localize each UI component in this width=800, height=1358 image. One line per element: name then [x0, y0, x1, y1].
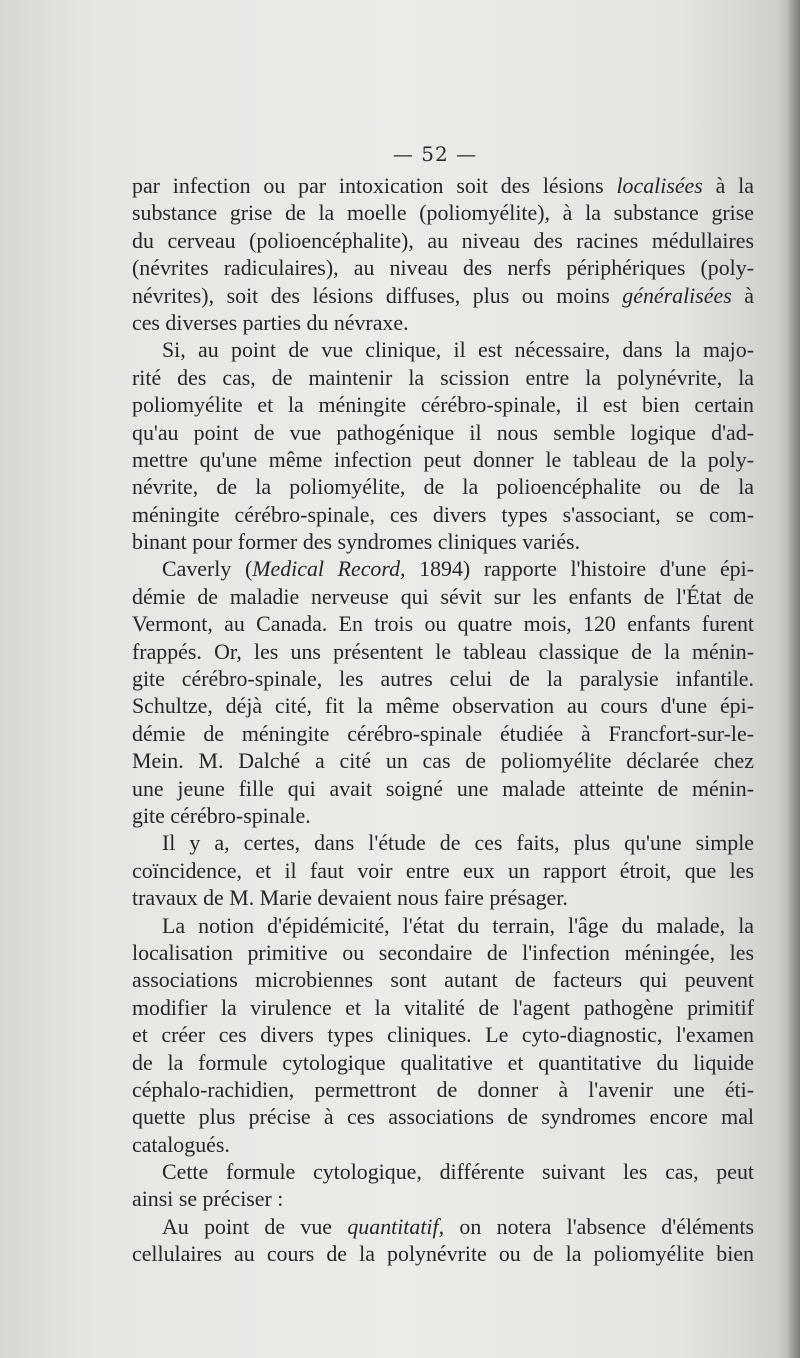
text-line: [132, 1021, 754, 1048]
text-run: qu'au point de vue pathogénique il nous semble logique d'ad-: [132, 419, 754, 445]
text-line: [132, 884, 754, 911]
text-run: névrite, de la poliomyélite, de la polioencéphalite ou de la: [132, 474, 754, 500]
text-line: [132, 227, 754, 254]
text-line: [132, 501, 754, 528]
text-line: [132, 720, 754, 747]
text-run: et créer ces divers types cliniques. Le cyto-diagnostic, l'examen: [132, 1022, 754, 1048]
text-run: à la: [702, 173, 754, 198]
text-line: [132, 1213, 754, 1240]
text-line: [132, 446, 754, 473]
text-line: [132, 364, 754, 391]
text-run: catalogués.: [132, 1131, 230, 1157]
text-line: [132, 1103, 754, 1130]
text-line: [132, 555, 754, 582]
text-line: [132, 473, 754, 500]
text-line: [132, 692, 754, 719]
text-line: [132, 912, 754, 939]
text-line: [132, 1131, 754, 1158]
text-line: [132, 1049, 754, 1076]
text-run: à: [731, 282, 754, 308]
text-line: [132, 282, 754, 309]
text-line: [132, 1240, 754, 1267]
text-run: mettre qu'une même infection peut donner le tableau de la poly-: [132, 446, 754, 472]
text-run: rité des cas, de maintenir la scission entre la polynévrite, la: [132, 364, 754, 390]
text-run: Vermont, au Canada. En trois ou quatre mois, 120 enfants furent: [132, 611, 754, 637]
text-run: une jeune fille qui avait soigné une malade atteinte de ménin-: [132, 775, 754, 801]
text-run: quette plus précise à ces associations de syndromes encore mal: [132, 1104, 754, 1130]
text-run: frappés. Or, les uns présentent le tableau classique de la ménin-: [132, 638, 754, 664]
text-line: [132, 336, 754, 363]
text-line: [132, 610, 754, 637]
text-run: du cerveau (polioencéphalite), au niveau des racines médullaires: [132, 227, 754, 253]
text-run: coïncidence, et il faut voir entre eux un rapport étroit, que les: [132, 857, 754, 883]
text-run: on notera l'absence d'éléments: [444, 1213, 754, 1239]
page-number: — 52 —: [392, 142, 478, 166]
text-run: Cette formule cytologique, différente suivant les cas, peut: [162, 1159, 754, 1185]
text-run: ainsi se préciser :: [132, 1186, 284, 1212]
text-run: La notion d'épidémicité, l'état du terrain, l'âge du malade, la: [162, 912, 754, 938]
text-line: [132, 829, 754, 856]
text-run: céphalo-rachidien, permettront de donner à l'avenir une éti-: [132, 1076, 754, 1102]
text-run: de la formule cytologique qualitative et quantitative du liquide: [132, 1049, 754, 1075]
text-line: [132, 939, 754, 966]
text-line: [132, 775, 754, 802]
text-run: 1894) rapporte l'histoire d'une épi-: [405, 556, 754, 582]
text-run: méningite cérébro-spinale, ces divers types s'associant, se com-: [132, 501, 754, 527]
italic-text: Medical Record,: [252, 556, 406, 582]
body-text: [132, 172, 754, 1268]
text-run: gite cérébro-spinale, les autres celui de la paralysie infantile.: [132, 666, 754, 692]
text-run: démie de méningite cérébro-spinale étudiée à Francfort-sur-le-: [132, 720, 754, 746]
text-run: travaux de M. Marie devaient nous faire présager.: [132, 885, 568, 911]
text-line: [132, 199, 754, 226]
italic-text: généralisées: [622, 282, 732, 308]
text-run: substance grise de la moelle (poliomyélite), à la substance grise: [132, 200, 754, 226]
text-run: binant pour former des syndromes cliniques variés.: [132, 529, 581, 555]
text-run: poliomyélite et la méningite cérébro-spinale, il est bien certain: [132, 392, 754, 418]
text-line: [132, 254, 754, 281]
text-run: Si, au point de vue clinique, il est nécessaire, dans la majo-: [162, 337, 754, 363]
text-run: démie de maladie nerveuse qui sévit sur les enfants de l'État de: [132, 583, 754, 609]
text-run: gite cérébro-spinale.: [132, 802, 311, 828]
scan-shadow-edge: [788, 0, 800, 1358]
text-run: Schultze, déjà cité, fit la même observation au cours d'une épi-: [132, 693, 754, 719]
text-line: [132, 1158, 754, 1185]
text-run: localisation primitive ou secondaire de l'infection méningée, les: [132, 939, 754, 965]
text-line: [132, 638, 754, 665]
text-line: [132, 1185, 754, 1212]
text-line: [132, 665, 754, 692]
text-line: [132, 419, 754, 446]
text-run: Au point de vue: [162, 1213, 348, 1239]
text-run: cellulaires au cours de la polynévrite ou de la poliomyélite bien: [132, 1241, 754, 1267]
text-run: Il y a, certes, dans l'étude de ces faits, plus qu'une simple: [162, 830, 754, 856]
text-line: [132, 747, 754, 774]
text-run: modifier la virulence et la vitalité de l'agent pathogène primitif: [132, 994, 754, 1020]
text-line: [132, 966, 754, 993]
italic-text: quantitatif,: [347, 1213, 445, 1239]
text-run: ces diverses parties du névraxe.: [132, 309, 409, 335]
text-run: Mein. M. Dalché a cité un cas de poliomyélite déclarée chez: [132, 748, 754, 774]
text-run: (névrites radiculaires), au niveau des nerfs périphériques (poly-: [132, 255, 754, 281]
text-line: [132, 802, 754, 829]
text-line: [132, 583, 754, 610]
text-line: [132, 172, 754, 199]
text-run: par infection ou par intoxication soit des lésions: [132, 173, 617, 198]
text-line: [132, 994, 754, 1021]
text-line: [132, 391, 754, 418]
text-line: [132, 309, 754, 336]
text-run: associations microbiennes sont autant de facteurs qui peuvent: [132, 967, 754, 993]
text-line: [132, 528, 754, 555]
text-line: [132, 1076, 754, 1103]
italic-text: localisées: [616, 173, 703, 198]
text-run: Caverly (: [162, 556, 253, 582]
text-line: [132, 857, 754, 884]
text-run: névrites), soit des lésions diffuses, plus ou moins: [132, 282, 623, 308]
